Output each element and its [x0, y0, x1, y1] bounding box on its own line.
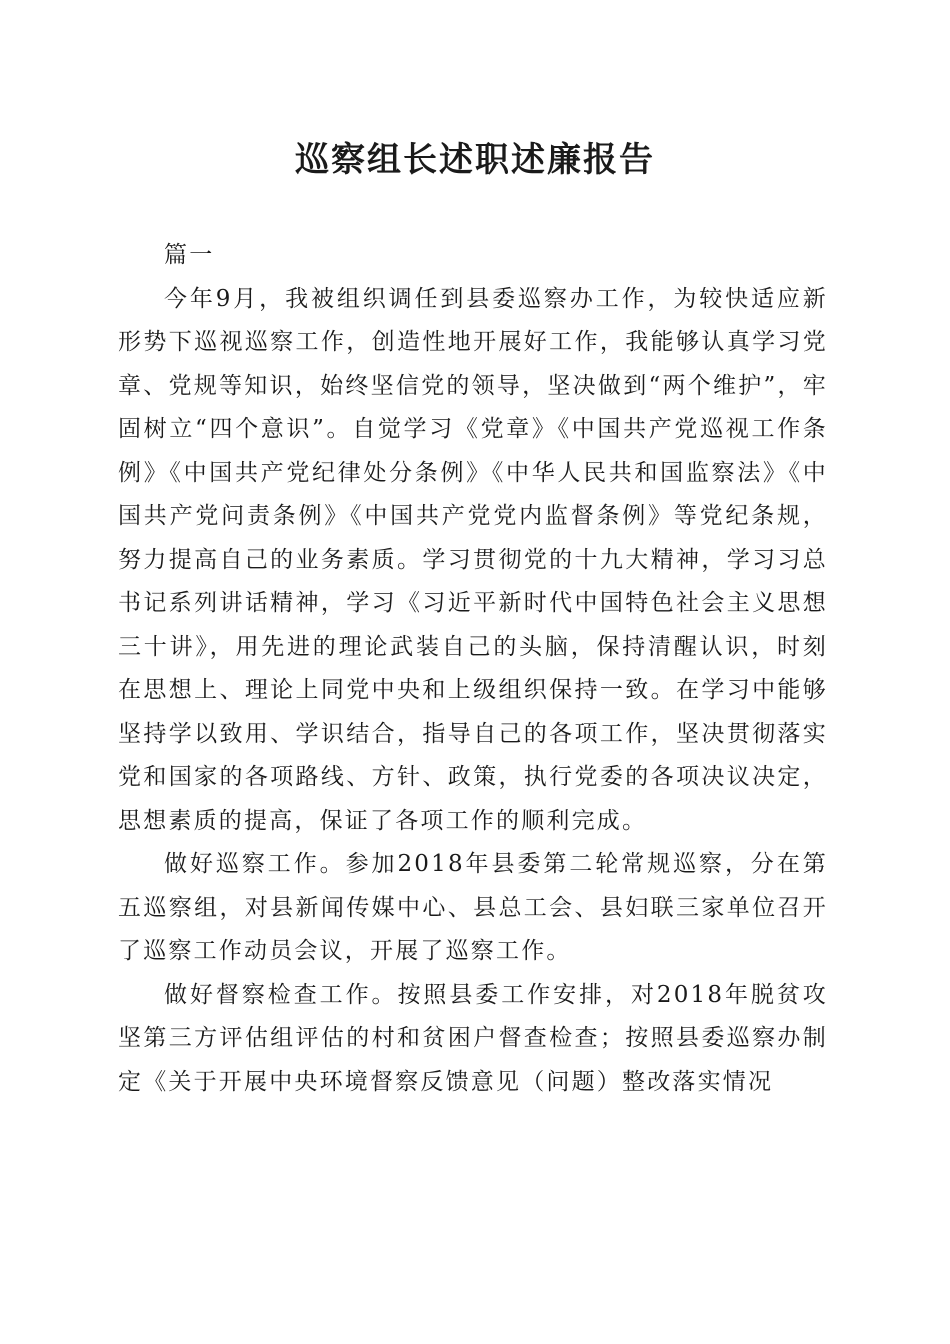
paragraph-study: 今年9月，我被组织调任到县委巡察办工作，为较快适应新形势下巡视巡察工作，创造性地开展好工作，我能够认真学习党章、党规等知识，始终坚信党的领导，坚决做到“两个维护”，牢固树立“四个意识”。自觉学习《党章》《中国共产党巡视工作条例》《中国共产党纪律处分条例》《中华人民共和国监察法》《中国共产党问责条例》《中国共产党党内监督条例》等党纪条规，努力提高自己的业务素质。学习贯彻党的十九大精神，学习习总书记系列讲话精神，学习《习近平新时代中国特色社会主义思想三十讲》，用先进的理论武装自己的头脑，保持清醒认识，时刻在思想上、理论上同党中央和上级组织保持一致。在学习中能够坚持学以致用、学识结合，指导自己的各项工作，坚决贯彻落实党和国家的各项路线、方针、政策，执行党委的各项决议决定，思想素质的提高，保证了各项工作的顺利完成。: [118, 285, 828, 834]
paragraph-supervision-work: 做好督察检查工作。按照县委工作安排，对2018年脱贫攻坚第三方评估组评估的村和贫困户督查检查；按照县委巡察办制定《关于开展中央环境督察反馈意见（问题）整改落实情况: [118, 981, 828, 1095]
paragraph-inspection-work: 做好巡察工作。参加2018年县委第二轮常规巡察，分在第五巡察组，对县新闻传媒中心、县总工会、县妇联三家单位召开了巡察工作动员会议，开展了巡察工作。: [118, 851, 828, 964]
document-body: [118, 234, 828, 1104]
section-label: 篇一: [164, 242, 215, 268]
document-title: 巡察组长述职述廉报告: [295, 140, 655, 180]
